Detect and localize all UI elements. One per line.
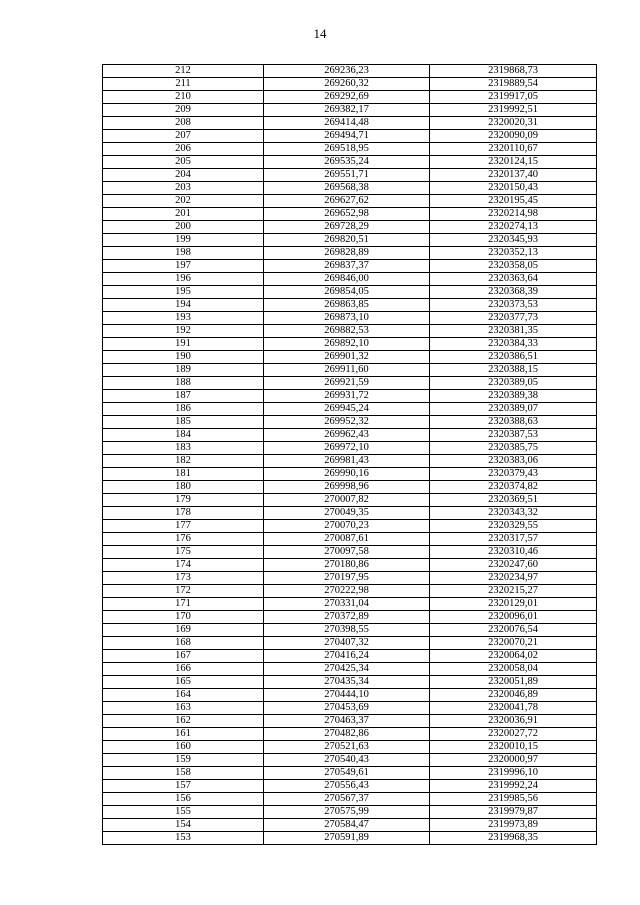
x-coordinate-cell: 269551,71 <box>264 169 430 182</box>
x-coordinate-cell: 269828,89 <box>264 247 430 260</box>
x-coordinate-cell: 270540,43 <box>264 754 430 767</box>
y-coordinate-cell: 2320388,63 <box>430 416 597 429</box>
table-row <box>103 377 597 390</box>
point-number-cell: 171 <box>103 598 264 611</box>
x-coordinate-cell: 270087,61 <box>264 533 430 546</box>
table-row <box>103 260 597 273</box>
point-number-cell: 156 <box>103 793 264 806</box>
point-number-cell: 190 <box>103 351 264 364</box>
point-number-cell: 158 <box>103 767 264 780</box>
y-coordinate-cell: 2320358,05 <box>430 260 597 273</box>
table-row <box>103 767 597 780</box>
point-number-cell: 197 <box>103 260 264 273</box>
table-row <box>103 676 597 689</box>
y-coordinate-cell: 2319992,51 <box>430 104 597 117</box>
x-coordinate-cell: 269652,98 <box>264 208 430 221</box>
x-coordinate-cell: 269990,16 <box>264 468 430 481</box>
x-coordinate-cell: 269414,48 <box>264 117 430 130</box>
x-coordinate-cell: 269882,53 <box>264 325 430 338</box>
table-row <box>103 650 597 663</box>
x-coordinate-cell: 270097,58 <box>264 546 430 559</box>
table-row <box>103 312 597 325</box>
x-coordinate-cell: 269518,95 <box>264 143 430 156</box>
x-coordinate-cell: 269535,24 <box>264 156 430 169</box>
point-number-cell: 194 <box>103 299 264 312</box>
y-coordinate-cell: 2320329,55 <box>430 520 597 533</box>
y-coordinate-cell: 2320389,05 <box>430 377 597 390</box>
point-number-cell: 184 <box>103 429 264 442</box>
y-coordinate-cell: 2320195,45 <box>430 195 597 208</box>
table-row <box>103 351 597 364</box>
x-coordinate-cell: 270584,47 <box>264 819 430 832</box>
table-row <box>103 793 597 806</box>
point-number-cell: 167 <box>103 650 264 663</box>
point-number-cell: 177 <box>103 520 264 533</box>
y-coordinate-cell: 2319917,05 <box>430 91 597 104</box>
x-coordinate-cell: 270407,32 <box>264 637 430 650</box>
x-coordinate-cell: 270521,63 <box>264 741 430 754</box>
y-coordinate-cell: 2320389,07 <box>430 403 597 416</box>
point-number-cell: 188 <box>103 377 264 390</box>
x-coordinate-cell: 269901,32 <box>264 351 430 364</box>
point-number-cell: 202 <box>103 195 264 208</box>
y-coordinate-cell: 2320051,89 <box>430 676 597 689</box>
table-row <box>103 715 597 728</box>
x-coordinate-cell: 269568,38 <box>264 182 430 195</box>
table-row <box>103 416 597 429</box>
x-coordinate-cell: 269911,60 <box>264 364 430 377</box>
table-row <box>103 546 597 559</box>
x-coordinate-cell: 269863,85 <box>264 299 430 312</box>
x-coordinate-cell: 270425,34 <box>264 663 430 676</box>
table-row <box>103 611 597 624</box>
x-coordinate-cell: 269820,51 <box>264 234 430 247</box>
table-row <box>103 325 597 338</box>
point-number-cell: 201 <box>103 208 264 221</box>
point-number-cell: 206 <box>103 143 264 156</box>
point-number-cell: 209 <box>103 104 264 117</box>
x-coordinate-cell: 270331,04 <box>264 598 430 611</box>
table-row <box>103 663 597 676</box>
y-coordinate-cell: 2320027,72 <box>430 728 597 741</box>
y-coordinate-cell: 2320345,93 <box>430 234 597 247</box>
table-row <box>103 91 597 104</box>
table-row <box>103 481 597 494</box>
point-number-cell: 205 <box>103 156 264 169</box>
table-row <box>103 754 597 767</box>
y-coordinate-cell: 2320041,78 <box>430 702 597 715</box>
y-coordinate-cell: 2319973,89 <box>430 819 597 832</box>
table-row <box>103 403 597 416</box>
x-coordinate-cell: 269962,43 <box>264 429 430 442</box>
x-coordinate-cell: 269494,71 <box>264 130 430 143</box>
point-number-cell: 187 <box>103 390 264 403</box>
point-number-cell: 168 <box>103 637 264 650</box>
point-number-cell: 212 <box>103 65 264 78</box>
table-row <box>103 455 597 468</box>
table-row <box>103 533 597 546</box>
x-coordinate-cell: 270222,98 <box>264 585 430 598</box>
x-coordinate-cell: 269945,24 <box>264 403 430 416</box>
y-coordinate-cell: 2320076,54 <box>430 624 597 637</box>
table-row <box>103 585 597 598</box>
point-number-cell: 166 <box>103 663 264 676</box>
table-row <box>103 208 597 221</box>
x-coordinate-cell: 269627,62 <box>264 195 430 208</box>
y-coordinate-cell: 2320214,98 <box>430 208 597 221</box>
point-number-cell: 195 <box>103 286 264 299</box>
y-coordinate-cell: 2320036,91 <box>430 715 597 728</box>
table-row <box>103 741 597 754</box>
point-number-cell: 169 <box>103 624 264 637</box>
y-coordinate-cell: 2320384,33 <box>430 338 597 351</box>
page-number: 14 <box>313 26 327 41</box>
point-number-cell: 180 <box>103 481 264 494</box>
x-coordinate-cell: 270463,37 <box>264 715 430 728</box>
x-coordinate-cell: 269952,32 <box>264 416 430 429</box>
point-number-cell: 161 <box>103 728 264 741</box>
y-coordinate-cell: 2320124,15 <box>430 156 597 169</box>
point-number-cell: 163 <box>103 702 264 715</box>
table-row <box>103 728 597 741</box>
table-row <box>103 780 597 793</box>
y-coordinate-cell: 2320020,31 <box>430 117 597 130</box>
y-coordinate-cell: 2320247,60 <box>430 559 597 572</box>
x-coordinate-cell: 270070,23 <box>264 520 430 533</box>
table-row <box>103 299 597 312</box>
table-row <box>103 130 597 143</box>
table-row <box>103 702 597 715</box>
table-row <box>103 169 597 182</box>
x-coordinate-cell: 270567,37 <box>264 793 430 806</box>
table-row <box>103 494 597 507</box>
point-number-cell: 162 <box>103 715 264 728</box>
x-coordinate-cell: 270372,89 <box>264 611 430 624</box>
table-row <box>103 429 597 442</box>
x-coordinate-cell: 269260,32 <box>264 78 430 91</box>
x-coordinate-cell: 269892,10 <box>264 338 430 351</box>
y-coordinate-cell: 2320383,06 <box>430 455 597 468</box>
y-coordinate-cell: 2320215,27 <box>430 585 597 598</box>
point-number-cell: 172 <box>103 585 264 598</box>
point-number-cell: 210 <box>103 91 264 104</box>
table-row <box>103 520 597 533</box>
point-number-cell: 159 <box>103 754 264 767</box>
point-number-cell: 211 <box>103 78 264 91</box>
table-row <box>103 442 597 455</box>
y-coordinate-cell: 2320274,13 <box>430 221 597 234</box>
table-row <box>103 156 597 169</box>
point-number-cell: 173 <box>103 572 264 585</box>
y-coordinate-cell: 2320010,15 <box>430 741 597 754</box>
x-coordinate-cell: 269931,72 <box>264 390 430 403</box>
x-coordinate-cell: 269236,23 <box>264 65 430 78</box>
point-number-cell: 193 <box>103 312 264 325</box>
x-coordinate-cell: 269873,10 <box>264 312 430 325</box>
point-number-cell: 183 <box>103 442 264 455</box>
x-coordinate-cell: 270482,86 <box>264 728 430 741</box>
table-row <box>103 624 597 637</box>
table-row <box>103 65 597 78</box>
point-number-cell: 181 <box>103 468 264 481</box>
table-row <box>103 117 597 130</box>
x-coordinate-cell: 270556,43 <box>264 780 430 793</box>
table-row <box>103 182 597 195</box>
y-coordinate-cell: 2320352,13 <box>430 247 597 260</box>
x-coordinate-cell: 269998,96 <box>264 481 430 494</box>
y-coordinate-cell: 2320388,15 <box>430 364 597 377</box>
x-coordinate-cell: 269728,29 <box>264 221 430 234</box>
y-coordinate-cell: 2320363,64 <box>430 273 597 286</box>
point-number-cell: 176 <box>103 533 264 546</box>
x-coordinate-cell: 270453,69 <box>264 702 430 715</box>
y-coordinate-cell: 2320000,97 <box>430 754 597 767</box>
x-coordinate-cell: 269837,37 <box>264 260 430 273</box>
table-row <box>103 507 597 520</box>
table-row <box>103 806 597 819</box>
point-number-cell: 200 <box>103 221 264 234</box>
y-coordinate-cell: 2320090,09 <box>430 130 597 143</box>
x-coordinate-cell: 269972,10 <box>264 442 430 455</box>
y-coordinate-cell: 2319996,10 <box>430 767 597 780</box>
point-number-cell: 170 <box>103 611 264 624</box>
y-coordinate-cell: 2320310,46 <box>430 546 597 559</box>
x-coordinate-cell: 270549,61 <box>264 767 430 780</box>
table-row <box>103 338 597 351</box>
y-coordinate-cell: 2320385,75 <box>430 442 597 455</box>
point-number-cell: 179 <box>103 494 264 507</box>
x-coordinate-cell: 269981,43 <box>264 455 430 468</box>
point-number-cell: 153 <box>103 832 264 845</box>
table-row <box>103 286 597 299</box>
y-coordinate-cell: 2320387,53 <box>430 429 597 442</box>
y-coordinate-cell: 2320389,38 <box>430 390 597 403</box>
table-row <box>103 468 597 481</box>
x-coordinate-cell: 270180,86 <box>264 559 430 572</box>
point-number-cell: 191 <box>103 338 264 351</box>
point-number-cell: 164 <box>103 689 264 702</box>
x-coordinate-cell: 270398,55 <box>264 624 430 637</box>
point-number-cell: 185 <box>103 416 264 429</box>
y-coordinate-cell: 2320381,35 <box>430 325 597 338</box>
table-row <box>103 78 597 91</box>
x-coordinate-cell: 270007,82 <box>264 494 430 507</box>
table-row <box>103 221 597 234</box>
x-coordinate-cell: 269854,05 <box>264 286 430 299</box>
point-number-cell: 182 <box>103 455 264 468</box>
y-coordinate-cell: 2320317,57 <box>430 533 597 546</box>
table-row <box>103 390 597 403</box>
y-coordinate-cell: 2320374,82 <box>430 481 597 494</box>
point-number-cell: 165 <box>103 676 264 689</box>
y-coordinate-cell: 2320373,53 <box>430 299 597 312</box>
y-coordinate-cell: 2320137,40 <box>430 169 597 182</box>
table-row <box>103 364 597 377</box>
x-coordinate-cell: 270444,10 <box>264 689 430 702</box>
table-row <box>103 247 597 260</box>
point-number-cell: 203 <box>103 182 264 195</box>
y-coordinate-cell: 2319992,24 <box>430 780 597 793</box>
table-row <box>103 572 597 585</box>
point-number-cell: 208 <box>103 117 264 130</box>
table-row <box>103 273 597 286</box>
point-number-cell: 154 <box>103 819 264 832</box>
point-number-cell: 192 <box>103 325 264 338</box>
y-coordinate-cell: 2320386,51 <box>430 351 597 364</box>
y-coordinate-cell: 2320110,67 <box>430 143 597 156</box>
x-coordinate-cell: 269846,00 <box>264 273 430 286</box>
y-coordinate-cell: 2320377,73 <box>430 312 597 325</box>
y-coordinate-cell: 2320070,21 <box>430 637 597 650</box>
point-number-cell: 175 <box>103 546 264 559</box>
table-row <box>103 143 597 156</box>
x-coordinate-cell: 270416,24 <box>264 650 430 663</box>
x-coordinate-cell: 270575,99 <box>264 806 430 819</box>
y-coordinate-cell: 2319889,54 <box>430 78 597 91</box>
point-number-cell: 186 <box>103 403 264 416</box>
y-coordinate-cell: 2319868,73 <box>430 65 597 78</box>
point-number-cell: 155 <box>103 806 264 819</box>
x-coordinate-cell: 269292,69 <box>264 91 430 104</box>
point-number-cell: 198 <box>103 247 264 260</box>
x-coordinate-cell: 269921,59 <box>264 377 430 390</box>
table-row <box>103 819 597 832</box>
table-row <box>103 689 597 702</box>
table-row <box>103 104 597 117</box>
table-row <box>103 598 597 611</box>
x-coordinate-cell: 270197,95 <box>264 572 430 585</box>
y-coordinate-cell: 2320129,01 <box>430 598 597 611</box>
y-coordinate-cell: 2320379,43 <box>430 468 597 481</box>
coordinates-table-body <box>103 65 597 845</box>
y-coordinate-cell: 2320343,32 <box>430 507 597 520</box>
table-row <box>103 559 597 572</box>
y-coordinate-cell: 2319968,35 <box>430 832 597 845</box>
table-row <box>103 195 597 208</box>
table-row <box>103 637 597 650</box>
table-row <box>103 234 597 247</box>
y-coordinate-cell: 2319979,87 <box>430 806 597 819</box>
y-coordinate-cell: 2320150,43 <box>430 182 597 195</box>
point-number-cell: 189 <box>103 364 264 377</box>
x-coordinate-cell: 270435,34 <box>264 676 430 689</box>
y-coordinate-cell: 2320058,04 <box>430 663 597 676</box>
y-coordinate-cell: 2320064,02 <box>430 650 597 663</box>
point-number-cell: 196 <box>103 273 264 286</box>
point-number-cell: 178 <box>103 507 264 520</box>
point-number-cell: 174 <box>103 559 264 572</box>
x-coordinate-cell: 270591,89 <box>264 832 430 845</box>
point-number-cell: 160 <box>103 741 264 754</box>
y-coordinate-cell: 2320096,01 <box>430 611 597 624</box>
point-number-cell: 207 <box>103 130 264 143</box>
y-coordinate-cell: 2320234,97 <box>430 572 597 585</box>
y-coordinate-cell: 2319985,56 <box>430 793 597 806</box>
y-coordinate-cell: 2320046,89 <box>430 689 597 702</box>
x-coordinate-cell: 269382,17 <box>264 104 430 117</box>
point-number-cell: 157 <box>103 780 264 793</box>
y-coordinate-cell: 2320369,51 <box>430 494 597 507</box>
table-row <box>103 832 597 845</box>
y-coordinate-cell: 2320368,39 <box>430 286 597 299</box>
coordinates-table <box>102 64 597 845</box>
point-number-cell: 204 <box>103 169 264 182</box>
point-number-cell: 199 <box>103 234 264 247</box>
x-coordinate-cell: 270049,35 <box>264 507 430 520</box>
